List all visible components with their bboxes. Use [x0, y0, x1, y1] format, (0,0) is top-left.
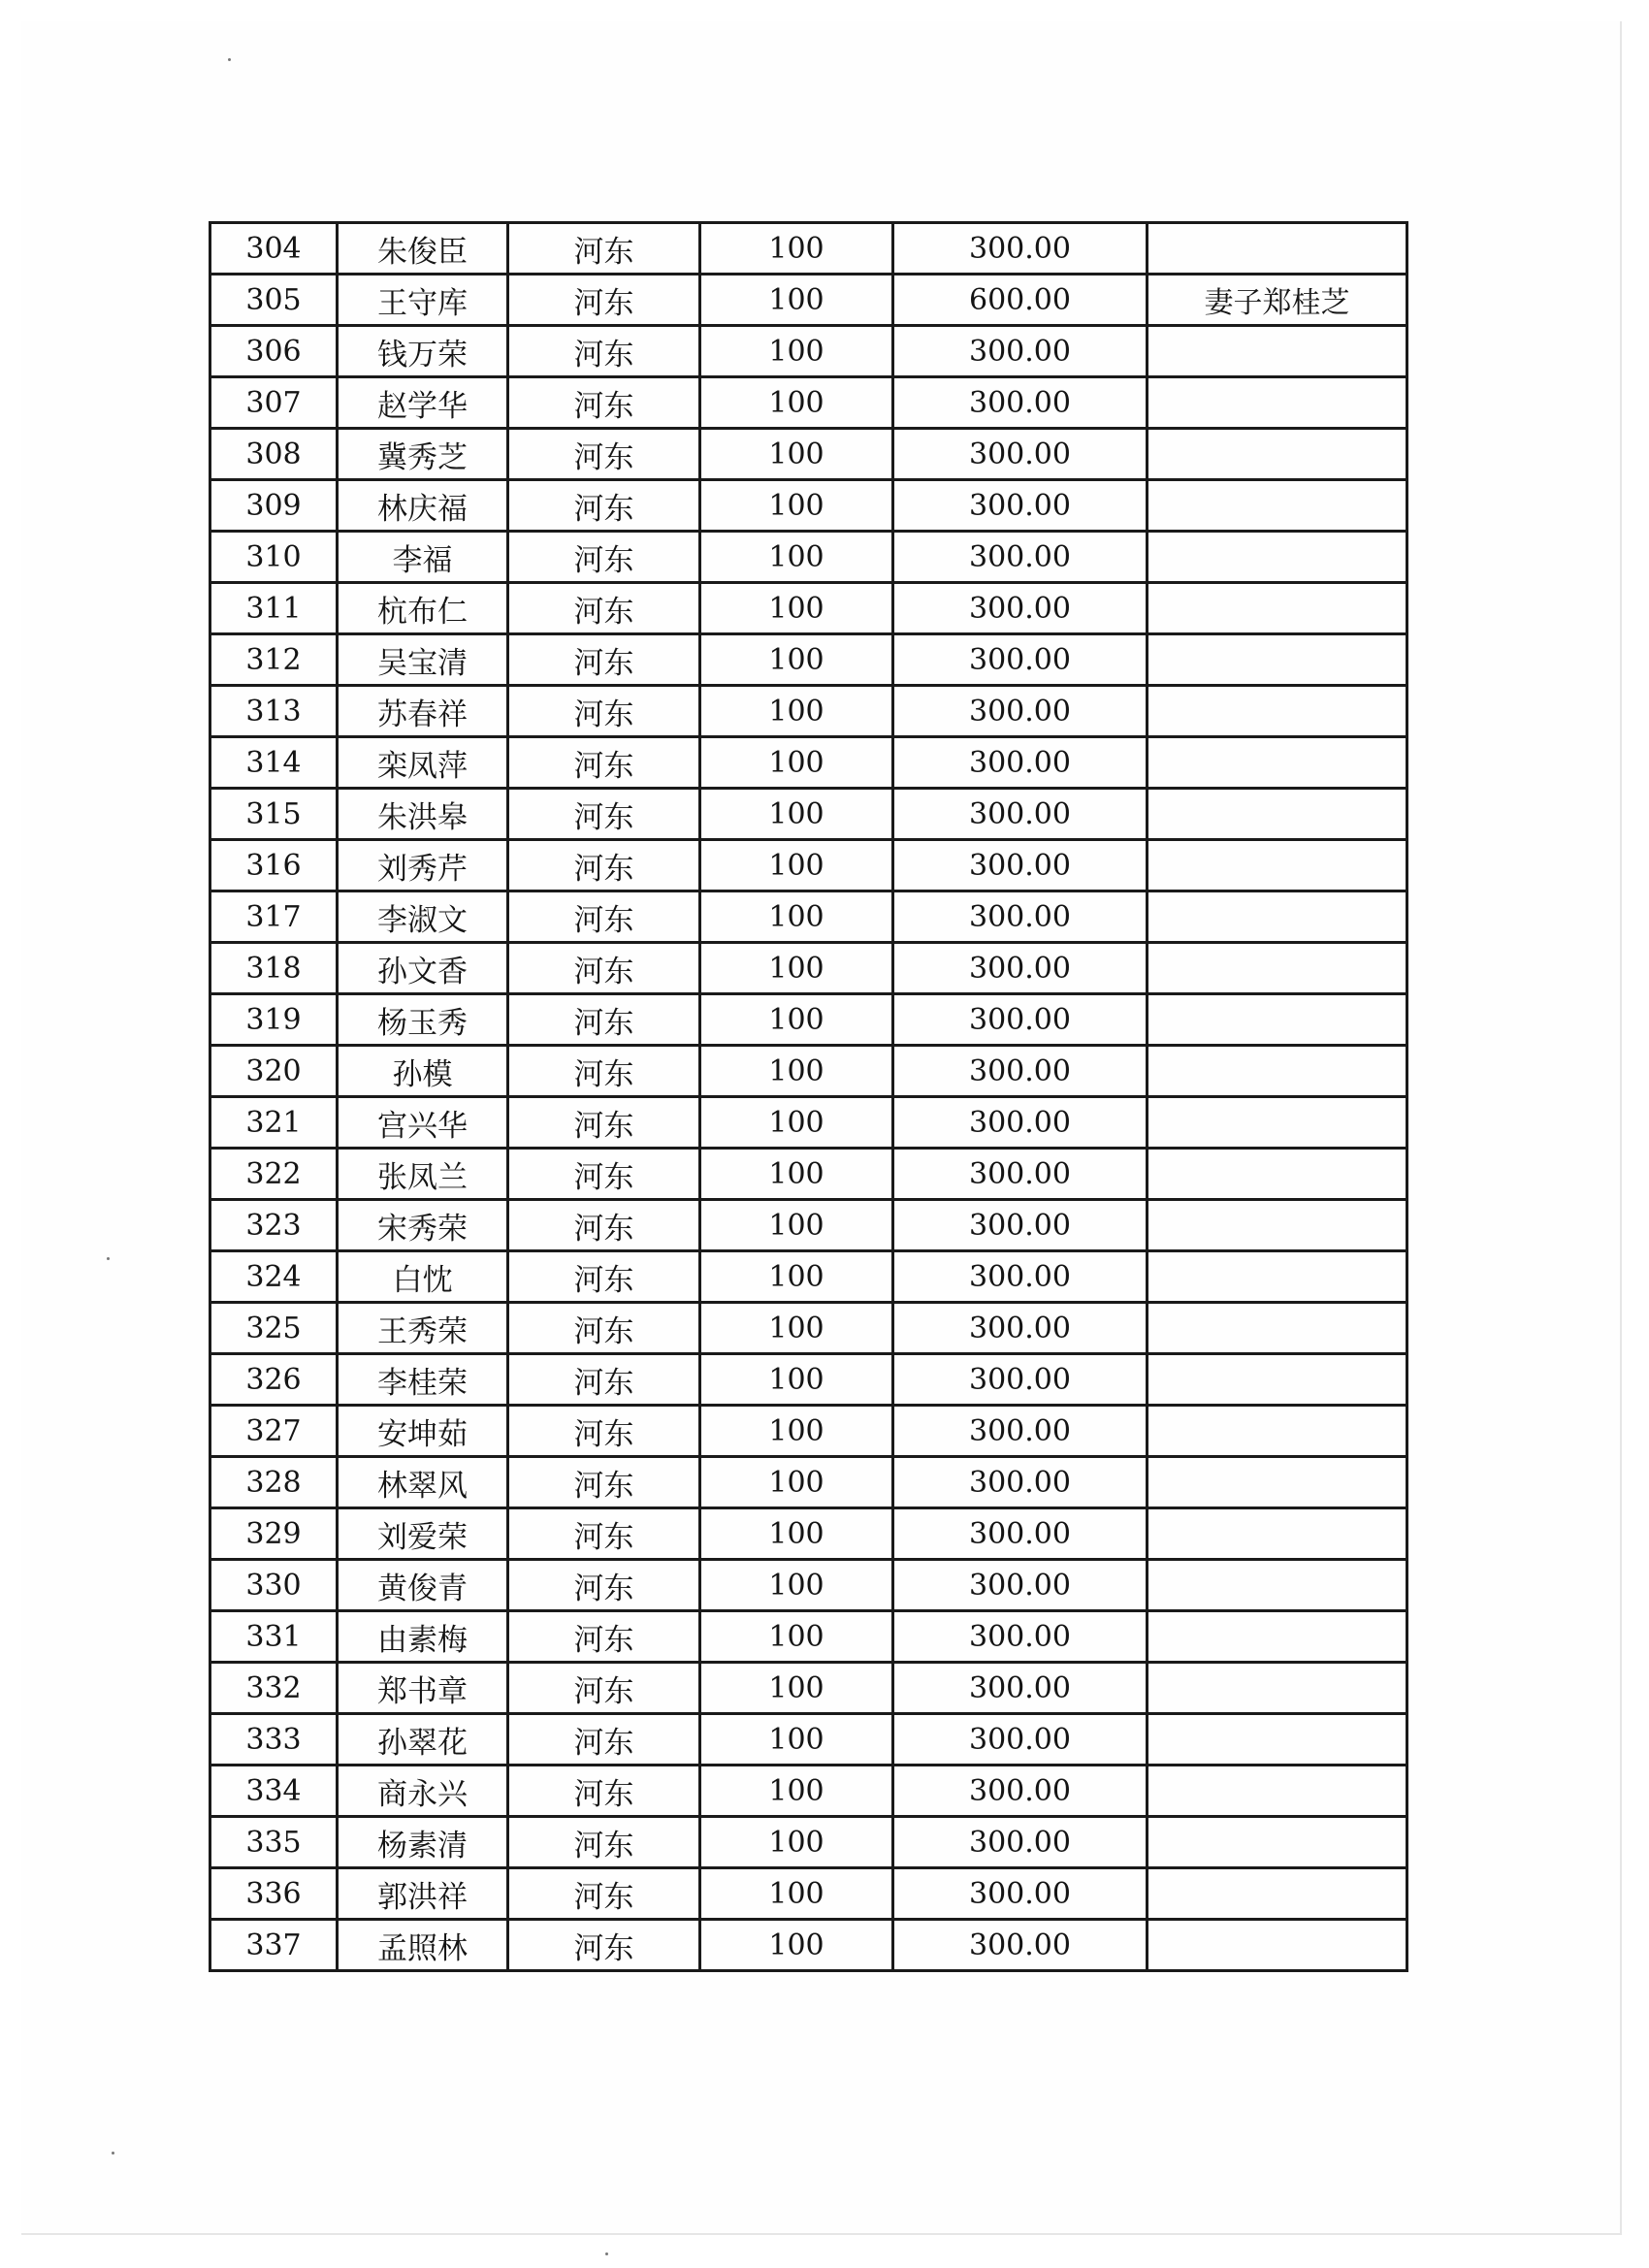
row-number-cell: 311: [210, 583, 338, 634]
row-number-cell: 320: [210, 1046, 338, 1097]
base-value-cell: 100: [700, 737, 893, 789]
row-number-cell: 313: [210, 686, 338, 737]
base-value-cell: 100: [700, 1920, 893, 1971]
base-value-cell: 100: [700, 943, 893, 994]
amount-cell: 300.00: [893, 1149, 1148, 1200]
row-number-cell: 325: [210, 1303, 338, 1354]
person-name-cell: 吴宝清: [338, 634, 508, 686]
table-row: [210, 1046, 1407, 1097]
area-cell: 河东: [508, 686, 700, 737]
person-name-cell: 安坤茹: [338, 1406, 508, 1457]
table-row: [210, 1766, 1407, 1817]
area-cell: 河东: [508, 326, 700, 377]
row-number-cell: 305: [210, 275, 338, 326]
roster-table: [209, 221, 1408, 1972]
amount-cell: 300.00: [893, 686, 1148, 737]
remark-cell: [1148, 223, 1407, 275]
base-value-cell: 100: [700, 1303, 893, 1354]
table-row: [210, 1508, 1407, 1560]
amount-cell: 300.00: [893, 532, 1148, 583]
person-name-cell: 白忱: [338, 1251, 508, 1303]
base-value-cell: 100: [700, 1149, 893, 1200]
area-cell: 河东: [508, 1354, 700, 1406]
remark-cell: [1148, 634, 1407, 686]
row-number-cell: 321: [210, 1097, 338, 1149]
base-value-cell: 100: [700, 480, 893, 532]
area-cell: 河东: [508, 1868, 700, 1920]
person-name-cell: 张凤兰: [338, 1149, 508, 1200]
person-name-cell: 孙模: [338, 1046, 508, 1097]
remark-cell: [1148, 1457, 1407, 1508]
remark-cell: [1148, 1354, 1407, 1406]
amount-cell: 600.00: [893, 275, 1148, 326]
base-value-cell: 100: [700, 634, 893, 686]
row-number-cell: 326: [210, 1354, 338, 1406]
person-name-cell: 杨素清: [338, 1817, 508, 1868]
table-row: [210, 223, 1407, 275]
base-value-cell: 100: [700, 1200, 893, 1251]
area-cell: 河东: [508, 1920, 700, 1971]
remark-cell: [1148, 840, 1407, 891]
amount-cell: 300.00: [893, 1766, 1148, 1817]
amount-cell: 300.00: [893, 1046, 1148, 1097]
roster-table-body: [210, 223, 1407, 1971]
remark-cell: [1148, 1406, 1407, 1457]
row-number-cell: 337: [210, 1920, 338, 1971]
amount-cell: 300.00: [893, 429, 1148, 480]
person-name-cell: 栾凤萍: [338, 737, 508, 789]
row-number-cell: 315: [210, 789, 338, 840]
remark-cell: [1148, 943, 1407, 994]
base-value-cell: 100: [700, 275, 893, 326]
person-name-cell: 朱俊臣: [338, 223, 508, 275]
area-cell: 河东: [508, 377, 700, 429]
row-number-cell: 308: [210, 429, 338, 480]
person-name-cell: 宋秀荣: [338, 1200, 508, 1251]
area-cell: 河东: [508, 1663, 700, 1714]
person-name-cell: 刘秀芹: [338, 840, 508, 891]
base-value-cell: 100: [700, 1868, 893, 1920]
base-value-cell: 100: [700, 223, 893, 275]
table-row: [210, 1663, 1407, 1714]
row-number-cell: 307: [210, 377, 338, 429]
row-number-cell: 318: [210, 943, 338, 994]
table-row: [210, 1303, 1407, 1354]
base-value-cell: 100: [700, 840, 893, 891]
row-number-cell: 333: [210, 1714, 338, 1766]
row-number-cell: 306: [210, 326, 338, 377]
row-number-cell: 327: [210, 1406, 338, 1457]
remark-cell: [1148, 1251, 1407, 1303]
remark-cell: [1148, 480, 1407, 532]
base-value-cell: 100: [700, 1097, 893, 1149]
row-number-cell: 330: [210, 1560, 338, 1611]
area-cell: 河东: [508, 1560, 700, 1611]
base-value-cell: 100: [700, 377, 893, 429]
amount-cell: 300.00: [893, 840, 1148, 891]
remark-cell: [1148, 326, 1407, 377]
table-row: [210, 429, 1407, 480]
area-cell: 河东: [508, 1508, 700, 1560]
row-number-cell: 312: [210, 634, 338, 686]
person-name-cell: 苏春祥: [338, 686, 508, 737]
row-number-cell: 329: [210, 1508, 338, 1560]
base-value-cell: 100: [700, 1766, 893, 1817]
person-name-cell: 黄俊青: [338, 1560, 508, 1611]
person-name-cell: 孟照林: [338, 1920, 508, 1971]
person-name-cell: 杭布仁: [338, 583, 508, 634]
remark-cell: [1148, 429, 1407, 480]
table-row: [210, 1868, 1407, 1920]
person-name-cell: 李福: [338, 532, 508, 583]
remark-cell: [1148, 686, 1407, 737]
row-number-cell: 314: [210, 737, 338, 789]
area-cell: 河东: [508, 1611, 700, 1663]
table-row: [210, 377, 1407, 429]
amount-cell: 300.00: [893, 1508, 1148, 1560]
person-name-cell: 王秀荣: [338, 1303, 508, 1354]
remark-cell: [1148, 1560, 1407, 1611]
area-cell: 河东: [508, 1457, 700, 1508]
person-name-cell: 郑书章: [338, 1663, 508, 1714]
area-cell: 河东: [508, 994, 700, 1046]
person-name-cell: 孙文香: [338, 943, 508, 994]
person-name-cell: 杨玉秀: [338, 994, 508, 1046]
remark-cell: [1148, 1046, 1407, 1097]
remark-cell: [1148, 1920, 1407, 1971]
area-cell: 河东: [508, 429, 700, 480]
remark-cell: [1148, 1663, 1407, 1714]
person-name-cell: 李桂荣: [338, 1354, 508, 1406]
row-number-cell: 316: [210, 840, 338, 891]
table-row: [210, 583, 1407, 634]
remark-cell: [1148, 789, 1407, 840]
table-row: [210, 1817, 1407, 1868]
base-value-cell: 100: [700, 429, 893, 480]
remark-cell: [1148, 377, 1407, 429]
remark-cell: [1148, 737, 1407, 789]
base-value-cell: 100: [700, 1251, 893, 1303]
table-row: [210, 1920, 1407, 1971]
remark-cell: [1148, 1868, 1407, 1920]
amount-cell: 300.00: [893, 480, 1148, 532]
amount-cell: 300.00: [893, 1817, 1148, 1868]
base-value-cell: 100: [700, 1560, 893, 1611]
row-number-cell: 317: [210, 891, 338, 943]
amount-cell: 300.00: [893, 377, 1148, 429]
person-name-cell: 孙翠花: [338, 1714, 508, 1766]
base-value-cell: 100: [700, 1457, 893, 1508]
base-value-cell: 100: [700, 1663, 893, 1714]
amount-cell: 300.00: [893, 1868, 1148, 1920]
amount-cell: 300.00: [893, 1354, 1148, 1406]
base-value-cell: 100: [700, 1508, 893, 1560]
amount-cell: 300.00: [893, 223, 1148, 275]
remark-cell: [1148, 532, 1407, 583]
table-row: [210, 994, 1407, 1046]
amount-cell: 300.00: [893, 1303, 1148, 1354]
scan-speck: [107, 1257, 110, 1260]
area-cell: 河东: [508, 1149, 700, 1200]
person-name-cell: 王守库: [338, 275, 508, 326]
table-row: [210, 737, 1407, 789]
table-row: [210, 943, 1407, 994]
area-cell: 河东: [508, 1303, 700, 1354]
table-row: [210, 326, 1407, 377]
table-row: [210, 1200, 1407, 1251]
amount-cell: 300.00: [893, 326, 1148, 377]
table-row: [210, 840, 1407, 891]
area-cell: 河东: [508, 789, 700, 840]
row-number-cell: 335: [210, 1817, 338, 1868]
person-name-cell: 林翠风: [338, 1457, 508, 1508]
base-value-cell: 100: [700, 532, 893, 583]
remark-cell: [1148, 1508, 1407, 1560]
amount-cell: 300.00: [893, 1611, 1148, 1663]
row-number-cell: 324: [210, 1251, 338, 1303]
area-cell: 河东: [508, 737, 700, 789]
area-cell: 河东: [508, 1714, 700, 1766]
row-number-cell: 331: [210, 1611, 338, 1663]
person-name-cell: 冀秀芝: [338, 429, 508, 480]
amount-cell: 300.00: [893, 1457, 1148, 1508]
person-name-cell: 由素梅: [338, 1611, 508, 1663]
amount-cell: 300.00: [893, 737, 1148, 789]
amount-cell: 300.00: [893, 1251, 1148, 1303]
area-cell: 河东: [508, 532, 700, 583]
area-cell: 河东: [508, 1046, 700, 1097]
remark-cell: [1148, 583, 1407, 634]
scanned-page: [21, 21, 1622, 2235]
remark-cell: [1148, 1817, 1407, 1868]
area-cell: 河东: [508, 840, 700, 891]
table-row: [210, 1406, 1407, 1457]
area-cell: 河东: [508, 1766, 700, 1817]
area-cell: 河东: [508, 1817, 700, 1868]
base-value-cell: 100: [700, 891, 893, 943]
table-row: [210, 1097, 1407, 1149]
row-number-cell: 322: [210, 1149, 338, 1200]
base-value-cell: 100: [700, 1046, 893, 1097]
base-value-cell: 100: [700, 789, 893, 840]
table-row: [210, 1560, 1407, 1611]
amount-cell: 300.00: [893, 1406, 1148, 1457]
table-row: [210, 686, 1407, 737]
area-cell: 河东: [508, 634, 700, 686]
row-number-cell: 310: [210, 532, 338, 583]
row-number-cell: 332: [210, 1663, 338, 1714]
remark-cell: [1148, 1200, 1407, 1251]
base-value-cell: 100: [700, 1714, 893, 1766]
table-row: [210, 1714, 1407, 1766]
remark-cell: [1148, 1097, 1407, 1149]
person-name-cell: 宫兴华: [338, 1097, 508, 1149]
table-row: [210, 1611, 1407, 1663]
base-value-cell: 100: [700, 583, 893, 634]
area-cell: 河东: [508, 1200, 700, 1251]
base-value-cell: 100: [700, 686, 893, 737]
table-row: [210, 789, 1407, 840]
remark-cell: [1148, 1611, 1407, 1663]
row-number-cell: 304: [210, 223, 338, 275]
table-row: [210, 1354, 1407, 1406]
table-row: [210, 480, 1407, 532]
row-number-cell: 309: [210, 480, 338, 532]
amount-cell: 300.00: [893, 583, 1148, 634]
row-number-cell: 323: [210, 1200, 338, 1251]
person-name-cell: 商永兴: [338, 1766, 508, 1817]
person-name-cell: 郭洪祥: [338, 1868, 508, 1920]
table-row: [210, 634, 1407, 686]
person-name-cell: 钱万荣: [338, 326, 508, 377]
area-cell: 河东: [508, 480, 700, 532]
row-number-cell: 328: [210, 1457, 338, 1508]
area-cell: 河东: [508, 1251, 700, 1303]
amount-cell: 300.00: [893, 1663, 1148, 1714]
row-number-cell: 336: [210, 1868, 338, 1920]
base-value-cell: 100: [700, 1354, 893, 1406]
person-name-cell: 李淑文: [338, 891, 508, 943]
amount-cell: 300.00: [893, 789, 1148, 840]
remark-cell: [1148, 1766, 1407, 1817]
remark-cell: [1148, 1303, 1407, 1354]
person-name-cell: 林庆福: [338, 480, 508, 532]
area-cell: 河东: [508, 223, 700, 275]
scan-speck: [605, 2252, 608, 2255]
base-value-cell: 100: [700, 1817, 893, 1868]
amount-cell: 300.00: [893, 943, 1148, 994]
area-cell: 河东: [508, 1406, 700, 1457]
table-row: [210, 1149, 1407, 1200]
base-value-cell: 100: [700, 1611, 893, 1663]
person-name-cell: 赵学华: [338, 377, 508, 429]
scan-speck: [112, 2152, 114, 2155]
amount-cell: 300.00: [893, 1560, 1148, 1611]
amount-cell: 300.00: [893, 1097, 1148, 1149]
remark-cell: [1148, 1149, 1407, 1200]
base-value-cell: 100: [700, 994, 893, 1046]
remark-cell: 妻子郑桂芝: [1148, 275, 1407, 326]
area-cell: 河东: [508, 891, 700, 943]
table-row: [210, 891, 1407, 943]
amount-cell: 300.00: [893, 1200, 1148, 1251]
amount-cell: 300.00: [893, 891, 1148, 943]
area-cell: 河东: [508, 275, 700, 326]
area-cell: 河东: [508, 943, 700, 994]
remark-cell: [1148, 994, 1407, 1046]
remark-cell: [1148, 1714, 1407, 1766]
base-value-cell: 100: [700, 1406, 893, 1457]
amount-cell: 300.00: [893, 1714, 1148, 1766]
table-row: [210, 532, 1407, 583]
table-row: [210, 1251, 1407, 1303]
person-name-cell: 朱洪皋: [338, 789, 508, 840]
row-number-cell: 334: [210, 1766, 338, 1817]
scan-speck: [228, 58, 231, 61]
amount-cell: 300.00: [893, 634, 1148, 686]
amount-cell: 300.00: [893, 994, 1148, 1046]
amount-cell: 300.00: [893, 1920, 1148, 1971]
table-row: [210, 1457, 1407, 1508]
base-value-cell: 100: [700, 326, 893, 377]
person-name-cell: 刘爱荣: [338, 1508, 508, 1560]
table-row: [210, 275, 1407, 326]
remark-cell: [1148, 891, 1407, 943]
area-cell: 河东: [508, 1097, 700, 1149]
row-number-cell: 319: [210, 994, 338, 1046]
area-cell: 河东: [508, 583, 700, 634]
